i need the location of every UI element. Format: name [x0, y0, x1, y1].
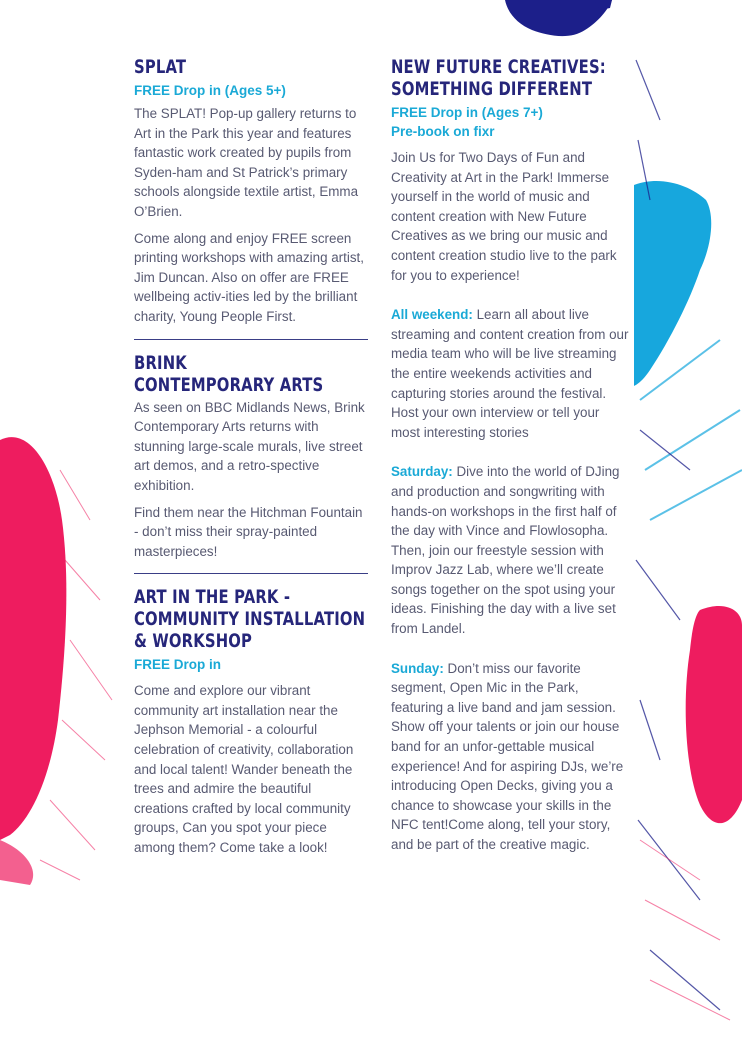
brink-section	[134, 352, 368, 562]
art-in-the-park-section	[134, 586, 368, 857]
splat-title: SPLAT	[134, 56, 187, 78]
aitp-paragraph: Come and explore our vibrant community art installation near the Jephson Memorial - a colourful celebration of creativity, collaboration and local talent! Wander beneath the trees and admire the beautiful creations crafted by local community groups, Can you spot your piece among them? Come take a look!	[134, 683, 354, 856]
nfc-all-weekend	[391, 305, 631, 442]
blue-splash-right	[634, 181, 711, 386]
saturday-label: Saturday:	[391, 464, 453, 480]
aitp-subtitle: FREE Drop in	[134, 657, 221, 673]
saturday-text: Dive into the world of DJing and production and songwriting with hands-on workshops in the first half of the day with Vince and Flowlosopha. Then, join our freestyle session with Improv Jazz Lab, where we’ll create songs together on the spot using your ideas. Finishing the day with a live set from Landel.	[391, 464, 620, 637]
aitp-title-line-1: ART IN THE PARK -	[134, 586, 291, 609]
brink-title-line-1: BRINK	[134, 351, 187, 374]
nfc-title-line-1: NEW FUTURE CREATIVES:	[391, 56, 606, 78]
navy-splash-top	[505, 0, 612, 36]
pink-scribbles-left	[40, 470, 112, 880]
pink-splash-left-bottom	[0, 840, 33, 885]
nfc-sunday	[391, 659, 631, 855]
splat-subtitle: FREE Drop in (Ages 5+)	[134, 83, 286, 98]
splat-paragraph-2: Come along and enjoy FREE screen printing workshops with amazing artist, Jim Duncan. Also on offer are FREE wellbeing activ-ities led by the brilliant charity, Young People First.	[134, 230, 364, 324]
pink-splash-right	[686, 606, 742, 823]
right-column	[391, 56, 631, 855]
all-weekend-text: Learn all about live streaming and content creation from our media team who will be live streaming the entire weekends activities and capturing stories around the festival. Host your own interview or tell your most interesting stories	[391, 307, 629, 440]
all-weekend-label: All weekend:	[391, 307, 473, 323]
nfc-saturday	[391, 462, 631, 638]
nfc-intro: Join Us for Two Days of Fun and Creativity at Art in the Park! Immerse yourself in the world of music and content creation with New Future Creatives as we bring our music and content creation studio live to the park for you to experience!	[391, 150, 617, 283]
aitp-title-line-3: & WORKSHOP	[134, 630, 253, 653]
new-future-creatives-section	[391, 56, 631, 855]
left-column	[134, 56, 368, 858]
blue-strokes-right	[640, 340, 742, 520]
splat-section	[134, 56, 368, 327]
pink-scribbles-right	[640, 840, 730, 1020]
navy-splash-top-drip	[594, 0, 612, 10]
sunday-label: Sunday:	[391, 660, 444, 676]
splat-paragraph-1: The SPLAT! Pop-up gallery returns to Art in the Park this year and features fantastic work created by pupils from Syden-ham and St Patrick’s primary schools alongside textile artist, Emma O’Brien.	[134, 106, 359, 219]
nfc-subtitle-ages: FREE Drop in (Ages 7+)	[391, 105, 543, 120]
aitp-title-line-2: COMMUNITY INSTALLATION	[134, 608, 366, 631]
pink-splash-left	[0, 437, 66, 840]
section-divider	[134, 339, 368, 340]
section-divider	[134, 573, 368, 574]
brink-paragraph-2: Find them near the Hitchman Fountain - don’t miss their spray-painted masterpieces!	[134, 504, 363, 559]
brink-paragraph-1: As seen on BBC Midlands News, Brink Contemporary Arts returns with stunning large-scale murals, live street art demos, and a retro-spective exhibition.	[134, 399, 365, 493]
brink-title-line-2: CONTEMPORARY ARTS	[134, 373, 324, 396]
sunday-text: Don’t miss our favorite segment, Open Mic in the Park, featuring a live band and jam session. Show off your talents or join our house band for an unfor-gettable musical experience! And for aspiring DJs, we’re introducing Open Decks, giving you a chance to showcase your skills in the NFC tent!Come along, tell your story, and be part of the creative magic.	[391, 660, 624, 852]
nfc-title-line-2: SOMETHING DIFFERENT	[391, 78, 593, 100]
nfc-subtitle-prebook: Pre-book on fixr	[391, 124, 495, 139]
navy-scribbles-right	[636, 60, 720, 1010]
